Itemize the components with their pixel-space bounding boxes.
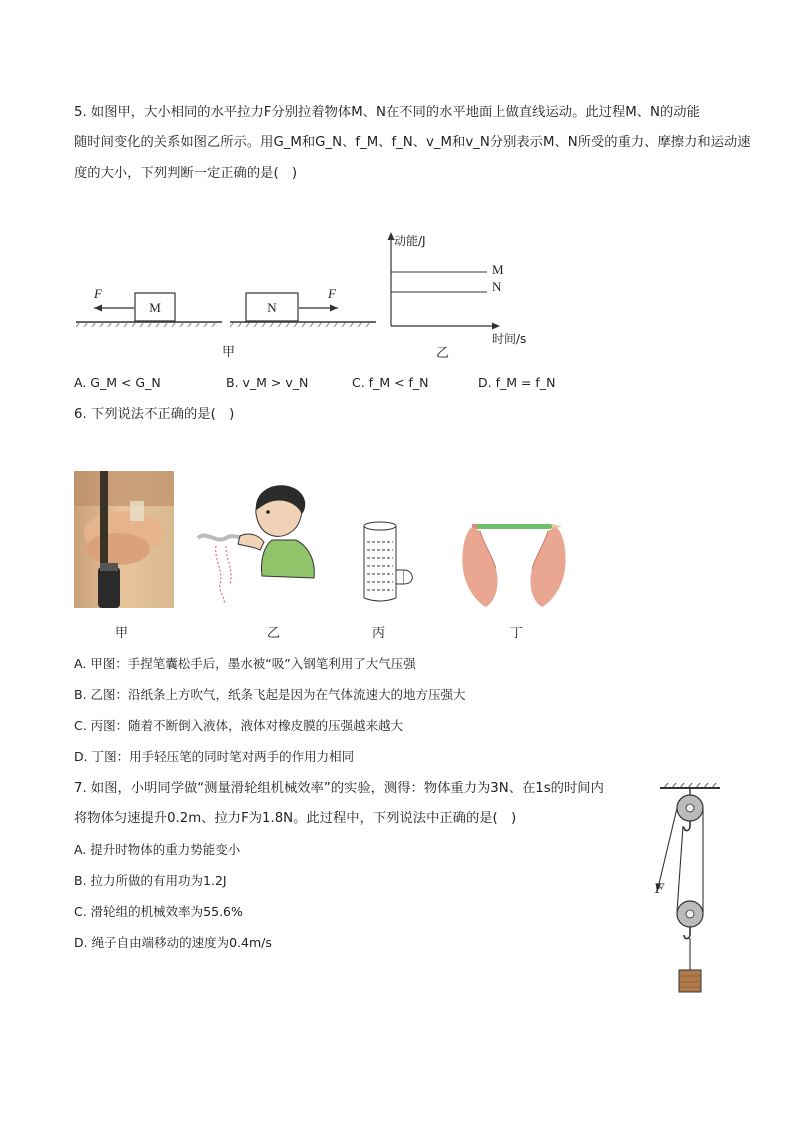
q6-option-d: D. 丁图：用手轻压笔的同时笔对两手的作用力相同 xyxy=(74,749,355,764)
q6-photo-jia xyxy=(74,471,174,608)
q5-option-b: B. v_M > v_N xyxy=(226,375,309,390)
q7-option-c: C. 滑轮组的机械效率为55.6% xyxy=(74,904,243,919)
q7-stem-line-2: 将物体匀速提升0.2m、拉力F为1.8N。此过程中，下列说法中正确的是( ) xyxy=(74,811,517,826)
q5-option-a: A. G_M < G_N xyxy=(74,375,161,390)
q6-photo-ding xyxy=(458,515,570,610)
yi-line-m-label: M xyxy=(492,262,504,277)
q5-stem-line-2: 随时间变化的关系如图乙所示。用G_M和G_N、f_M、f_N、v_M和v_N分别表示M、N所受的重力、摩擦力和运动速 xyxy=(74,135,751,150)
q6-caption-yi: 乙 xyxy=(267,626,281,641)
ground-left xyxy=(76,322,222,327)
q7-option-a: A. 提升时物体的重力势能变小 xyxy=(74,842,241,857)
q5-stem-line-1: 5. 如图甲，大小相同的水平拉力F分别拉着物体M、N在不同的水平地面上做直线运动。此过程M、N的动能 xyxy=(74,105,700,120)
q5-caption-jia: 甲 xyxy=(222,345,236,360)
free-rope-end xyxy=(658,808,677,888)
ground-right xyxy=(230,322,376,327)
block-m-label: M xyxy=(149,300,161,315)
arrowhead-left-icon xyxy=(94,305,102,312)
q7-option-b: B. 拉力所做的有用功为1.2J xyxy=(74,873,227,888)
q6-stem: 6. 下列说法不正确的是( ) xyxy=(74,407,235,422)
q6-caption-ding: 丁 xyxy=(510,626,524,641)
yi-x-label: 时间/s xyxy=(492,332,527,346)
q7-force-label: F xyxy=(655,882,665,897)
x-axis-arrow-icon xyxy=(492,323,500,330)
q6-option-c: C. 丙图：随着不断倒入液体，液体对橡皮膜的压强越来越大 xyxy=(74,718,404,733)
q6-option-a: A. 甲图：手捏笔囊松手后，墨水被“吸”入钢笔利用了大气压强 xyxy=(74,656,416,671)
arrowhead-right-icon xyxy=(330,305,338,312)
q6-option-b: B. 乙图：沿纸条上方吹气，纸条飞起是因为在气体流速大的地方压强大 xyxy=(74,687,466,702)
q5-figure-jia xyxy=(70,280,380,330)
q5-option-d: D. f_M = f_N xyxy=(478,375,556,390)
yi-line-n-label: N xyxy=(492,279,502,294)
q5-caption-yi: 乙 xyxy=(436,346,450,361)
weight-block xyxy=(679,970,701,992)
q6-drawing-bing xyxy=(360,520,420,608)
q5-option-c: C. f_M < f_N xyxy=(352,375,429,390)
q5-stem-line-3: 度的大小，下列判断一定正确的是( ) xyxy=(74,166,298,181)
yi-y-label: 动能/J xyxy=(394,234,426,248)
force-right-label: F xyxy=(328,286,336,301)
q6-drawing-yi xyxy=(196,480,324,608)
q6-caption-jia: 甲 xyxy=(115,626,129,641)
force-left-label: F xyxy=(94,286,102,301)
block-n-label: N xyxy=(267,300,277,315)
q7-stem-line-1: 7. 如图，小明同学做“测量滑轮组机械效率”的实验，测得：物体重力为3N、在1s的时间内 xyxy=(74,781,604,796)
q7-option-d: D. 绳子自由端移动的速度为0.4m/s xyxy=(74,935,272,950)
q6-caption-bing: 丙 xyxy=(372,626,386,641)
